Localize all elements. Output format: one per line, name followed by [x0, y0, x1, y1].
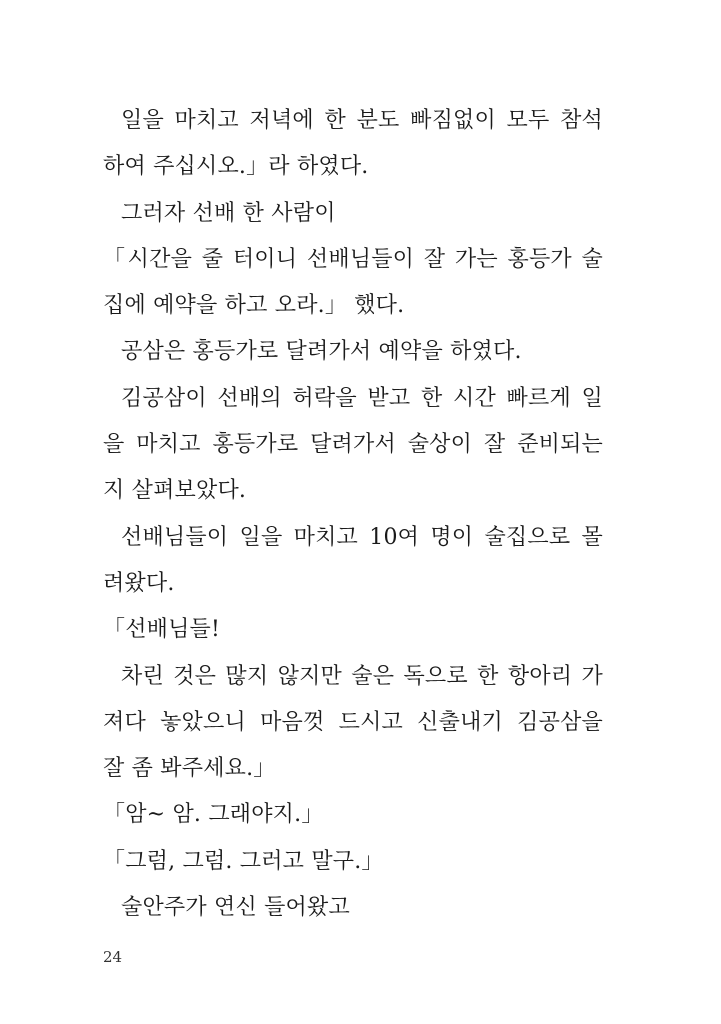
text-line: 려왔다. [103, 570, 175, 596]
page-number: 24 [103, 948, 123, 966]
text-line: 술안주가 연신 들어왔고 [121, 895, 350, 921]
text-line: 잘 좀 봐주세요.」 [103, 756, 276, 782]
text-line: 집에 예약을 하고 오라.」 했다. [103, 293, 405, 319]
text-line: 져다 놓았으니 마음껏 드시고 신출내기 김공삼을 [103, 709, 603, 735]
text-line: 「그럼, 그럼. 그러고 말구.」 [103, 848, 384, 874]
text-line: 을 마치고 홍등가로 달려가서 술상이 잘 준비되는 [103, 432, 603, 458]
text-line: 「시간을 줄 터이니 선배님들이 잘 가는 홍등가 술 [103, 246, 603, 272]
text-line: 차린 것은 많지 않지만 술은 독으로 한 항아리 가 [121, 663, 603, 689]
text-line: 선배님들이 일을 마치고 10여 명이 술집으로 몰 [121, 524, 603, 550]
text-line: 김공삼이 선배의 허락을 받고 한 시간 빠르게 일 [121, 385, 603, 411]
body-text [103, 98, 603, 931]
text-line: 지 살펴보았다. [103, 478, 247, 504]
text-line: 「암~ 암. 그래야지.」 [103, 802, 324, 828]
text-line: 「선배님들! [103, 617, 221, 643]
text-line: 일을 마치고 저녁에 한 분도 빠짐없이 모두 참석 [121, 108, 603, 133]
text-line: 그러자 선배 한 사람이 [121, 200, 336, 226]
text-line: 공삼은 홍등가로 달려가서 예약을 하였다. [121, 339, 522, 365]
text-line: 하여 주십시오.」라 하였다. [103, 154, 369, 180]
